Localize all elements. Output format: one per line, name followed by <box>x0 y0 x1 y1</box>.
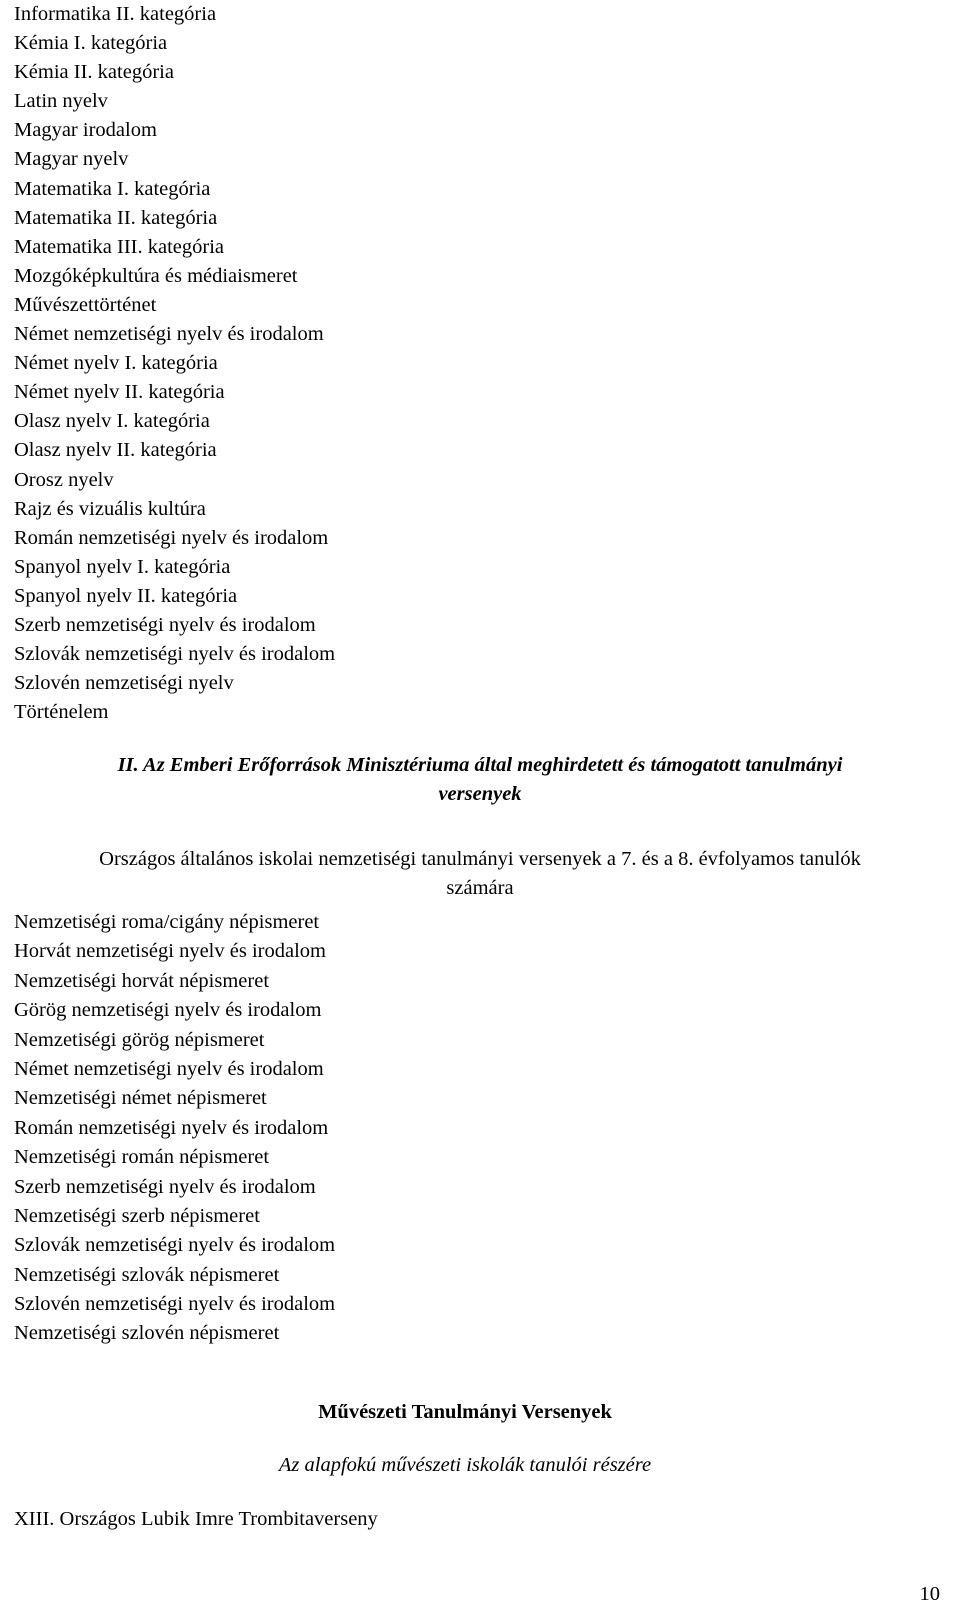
national-competitions-heading <box>0 845 960 903</box>
competition-item: Szlovén nemzetiségi nyelv és irodalom <box>14 1293 336 1316</box>
subject-item: Német nyelv II. kategória <box>14 381 225 404</box>
competition-item: Nemzetiségi szlovák népismeret <box>14 1263 280 1286</box>
subject-item: Matematika II. kategória <box>14 206 218 229</box>
subject-item: Kémia I. kategória <box>14 32 168 55</box>
national-competitions-heading-line1: Országos általános iskolai nemzetiségi tanulmányi versenyek a 7. és a 8. évfolyamos tanulók <box>99 848 861 870</box>
subject-item: Szlovén nemzetiségi nyelv <box>14 672 234 695</box>
section-ii-heading <box>0 751 960 809</box>
subject-item: Latin nyelv <box>14 90 108 113</box>
competition-item: Horvát nemzetiségi nyelv és irodalom <box>14 940 326 963</box>
section-ii-heading-line2: versenyek <box>438 783 522 805</box>
subject-item: Német nemzetiségi nyelv és irodalom <box>14 323 324 346</box>
competition-item: Szlovák nemzetiségi nyelv és irodalom <box>14 1234 336 1257</box>
art-competitions-subtitle: Az alapfokú művészeti iskolák tanulói részére <box>278 1454 652 1476</box>
competition-item: Görög nemzetiségi nyelv és irodalom <box>14 999 322 1022</box>
art-competitions-title: Művészeti Tanulmányi Versenyek <box>318 1401 612 1423</box>
competition-item: Román nemzetiségi nyelv és irodalom <box>14 1116 329 1139</box>
national-competitions-heading-line2: számára <box>446 877 514 899</box>
competition-item: Nemzetiségi roma/cigány népismeret <box>14 911 320 933</box>
competition-item: Nemzetiségi szerb népismeret <box>14 1204 260 1227</box>
subject-item: Olasz nyelv II. kategória <box>14 439 217 462</box>
subject-item: Történelem <box>14 701 109 724</box>
subject-item: Informatika II. kategória <box>14 3 217 25</box>
subject-item: Szlovák nemzetiségi nyelv és irodalom <box>14 643 336 666</box>
national-competitions-list <box>14 908 335 1349</box>
subject-item: Román nemzetiségi nyelv és irodalom <box>14 526 329 549</box>
competition-item: Nemzetiségi horvát népismeret <box>14 969 270 992</box>
subject-item: Spanyol nyelv II. kategória <box>14 584 238 607</box>
subject-item: Rajz és vizuális kultúra <box>14 497 206 520</box>
art-competition-item: XIII. Országos Lubik Imre Trombitaverseny <box>14 1508 378 1530</box>
competition-item: Német nemzetiségi nyelv és irodalom <box>14 1057 324 1080</box>
section-ii-heading-line1: II. Az Emberi Erőforrások Minisztériuma által meghirdetett és támogatott tanulmányi <box>117 754 843 776</box>
subject-item: Kémia II. kategória <box>14 61 174 84</box>
subject-item: Orosz nyelv <box>14 468 114 491</box>
page-number: 10 <box>919 1583 940 1605</box>
subject-item: Mozgóképkultúra és médiaismeret <box>14 264 298 287</box>
competition-item: Nemzetiségi román népismeret <box>14 1146 270 1169</box>
subject-item: Magyar irodalom <box>14 119 157 142</box>
competition-item: Nemzetiségi görög népismeret <box>14 1028 265 1051</box>
competition-item: Nemzetiségi német népismeret <box>14 1087 267 1110</box>
competition-item: Nemzetiségi szlovén népismeret <box>14 1322 280 1345</box>
subject-item: Olasz nyelv I. kategória <box>14 410 210 433</box>
subject-item: Magyar nyelv <box>14 148 129 171</box>
subject-item: Művészettörténet <box>14 293 157 316</box>
subjects-list <box>14 0 335 727</box>
subject-item: Matematika I. kategória <box>14 177 211 200</box>
subject-item: Szerb nemzetiségi nyelv és irodalom <box>14 613 316 636</box>
subject-item: Matematika III. kategória <box>14 235 225 258</box>
subject-item: Német nyelv I. kategória <box>14 352 218 375</box>
subject-item: Spanyol nyelv I. kategória <box>14 555 231 578</box>
competition-item: Szerb nemzetiségi nyelv és irodalom <box>14 1175 316 1198</box>
